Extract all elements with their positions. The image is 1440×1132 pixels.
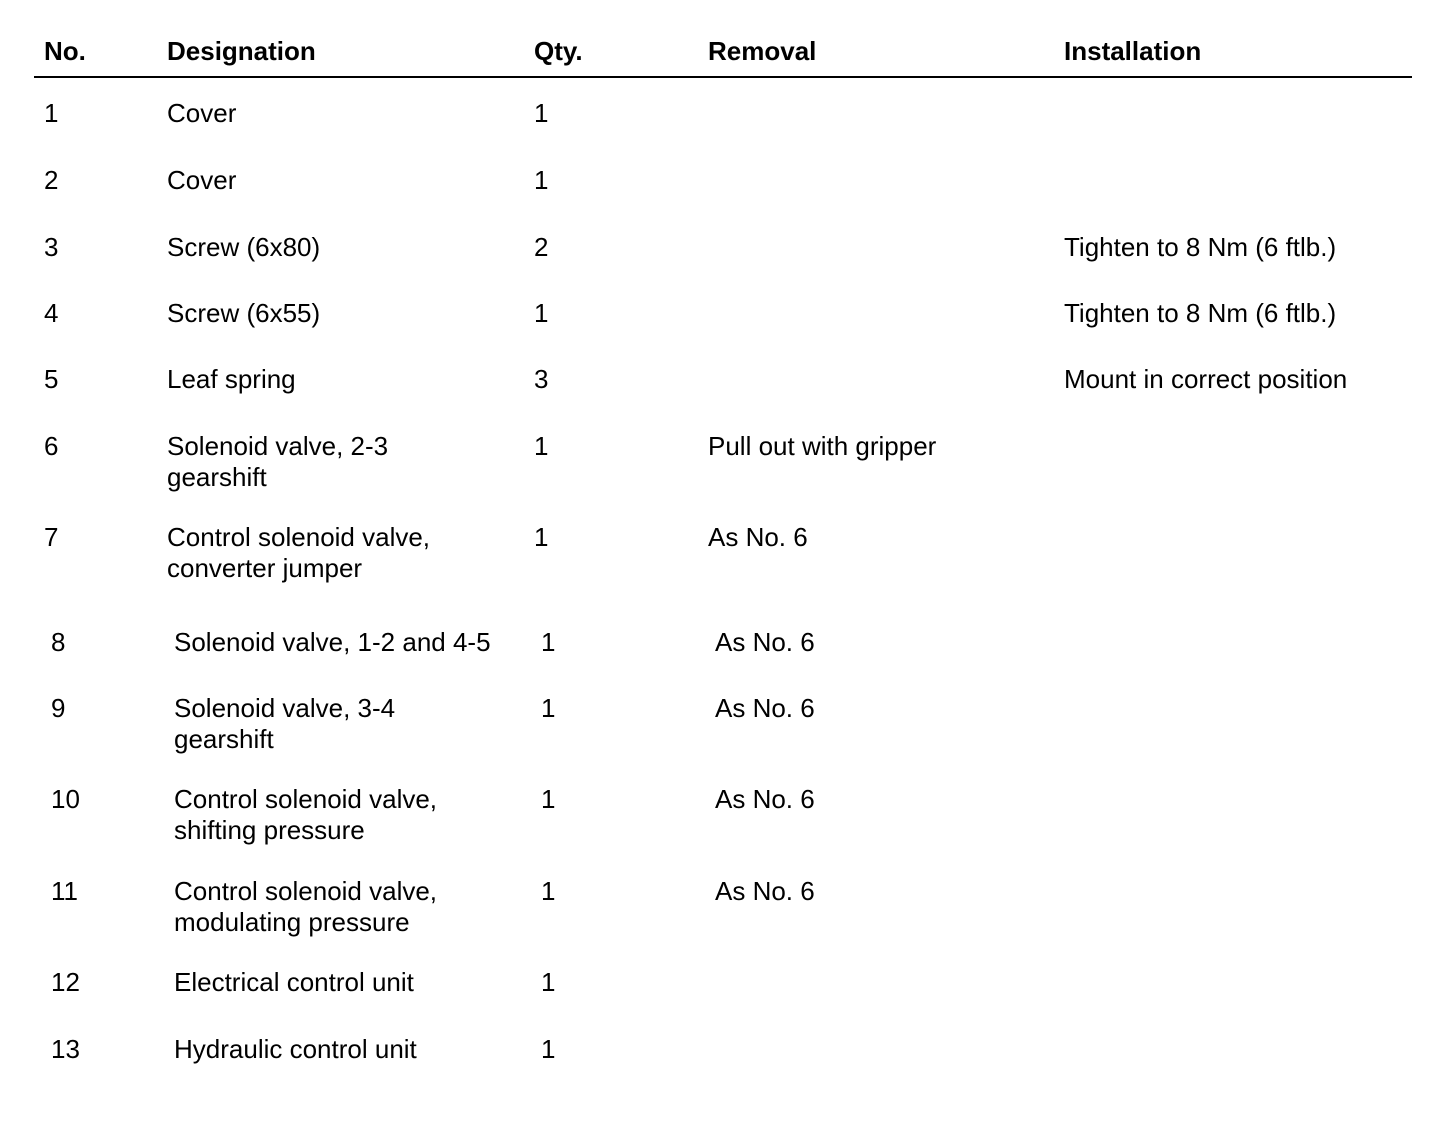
cell-designation <box>174 784 437 846</box>
header-designation: Designation <box>167 36 316 66</box>
header-removal: Removal <box>708 36 817 66</box>
cell-no: 1 <box>44 98 59 128</box>
cell-qty: 1 <box>541 627 556 657</box>
cell-qty: 1 <box>534 98 549 128</box>
cell-no: 8 <box>51 627 66 657</box>
cell-installation: Mount in correct position <box>1064 364 1348 394</box>
cell-no: 12 <box>51 967 80 997</box>
cell-qty: 1 <box>541 876 556 906</box>
cell-designation <box>167 522 430 584</box>
header-divider <box>34 76 1412 78</box>
cell-removal: As No. 6 <box>708 522 808 552</box>
cell-qty: 1 <box>541 1034 556 1064</box>
cell-no: 10 <box>51 784 80 814</box>
cell-removal: Pull out with gripper <box>708 431 937 461</box>
cell-no: 3 <box>44 232 59 262</box>
designation-line: Electrical control unit <box>174 967 414 997</box>
cell-no: 11 <box>51 876 78 906</box>
designation-line: gearshift <box>167 462 267 492</box>
designation-line: Control solenoid valve, <box>174 784 438 814</box>
cell-designation <box>167 298 320 329</box>
cell-removal: As No. 6 <box>715 693 815 723</box>
cell-qty: 1 <box>534 165 549 195</box>
cell-designation <box>167 364 296 395</box>
header-no: No. <box>44 36 86 66</box>
designation-line: Screw (6x80) <box>167 232 321 262</box>
cell-qty: 1 <box>541 967 556 997</box>
designation-line: Solenoid valve, 1-2 and 4-5 <box>174 627 491 657</box>
designation-line: Hydraulic control unit <box>174 1034 417 1064</box>
cell-no: 7 <box>44 522 59 552</box>
cell-no: 4 <box>44 298 59 328</box>
cell-no: 9 <box>51 693 66 723</box>
designation-line: gearshift <box>174 724 274 754</box>
designation-line: converter jumper <box>167 553 363 583</box>
header-installation: Installation <box>1064 36 1202 66</box>
cell-designation <box>167 165 236 196</box>
cell-qty: 1 <box>534 298 549 328</box>
table-header <box>0 0 1440 80</box>
cell-installation: Tighten to 8 Nm (6 ftlb.) <box>1064 232 1337 262</box>
cell-installation: Tighten to 8 Nm (6 ftlb.) <box>1064 298 1337 328</box>
cell-designation <box>167 232 320 263</box>
cell-designation <box>167 98 236 129</box>
cell-qty: 1 <box>534 522 549 552</box>
cell-removal: As No. 6 <box>715 784 815 814</box>
designation-line: Solenoid valve, 3-4 <box>174 693 396 723</box>
cell-no: 2 <box>44 165 59 195</box>
cell-designation <box>174 693 395 755</box>
designation-line: Cover <box>167 98 237 128</box>
cell-designation <box>174 876 437 938</box>
cell-removal: As No. 6 <box>715 627 815 657</box>
cell-designation <box>174 967 414 998</box>
cell-qty: 1 <box>534 431 549 461</box>
cell-designation <box>174 1034 417 1065</box>
cell-no: 13 <box>51 1034 80 1064</box>
designation-line: modulating pressure <box>174 907 410 937</box>
designation-line: Leaf spring <box>167 364 296 394</box>
cell-qty: 3 <box>534 364 549 394</box>
cell-qty: 1 <box>541 784 556 814</box>
designation-line: Screw (6x55) <box>167 298 321 328</box>
header-qty: Qty. <box>534 36 583 66</box>
designation-line: shifting pressure <box>174 815 365 845</box>
designation-line: Control solenoid valve, <box>167 522 431 552</box>
cell-no: 6 <box>44 431 59 461</box>
cell-removal: As No. 6 <box>715 876 815 906</box>
cell-qty: 2 <box>534 232 549 262</box>
designation-line: Solenoid valve, 2-3 <box>167 431 389 461</box>
cell-designation <box>174 627 491 658</box>
cell-designation <box>167 431 388 493</box>
designation-line: Cover <box>167 165 237 195</box>
cell-no: 5 <box>44 364 59 394</box>
designation-line: Control solenoid valve, <box>174 876 438 906</box>
cell-qty: 1 <box>541 693 556 723</box>
